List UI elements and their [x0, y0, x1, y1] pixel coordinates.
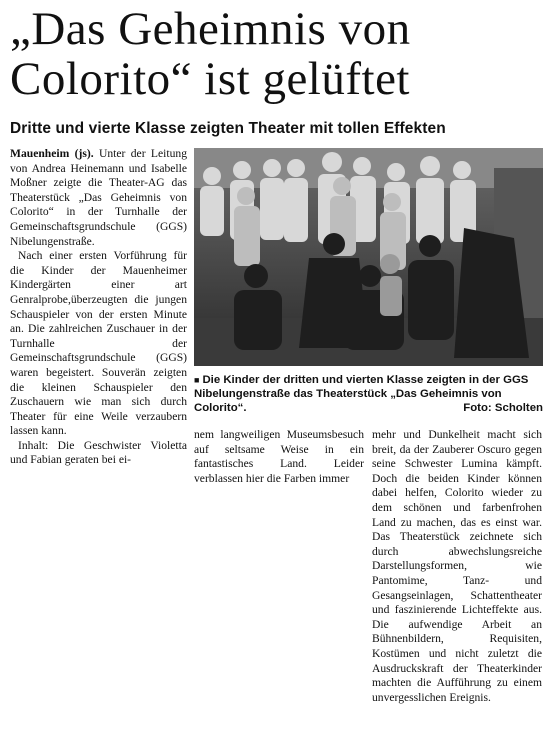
dateline: Mauenheim (js).	[10, 147, 94, 160]
photo-credit: Foto: Scholten	[463, 402, 543, 414]
paragraph-4: mehr und Dunkelheit macht sich breit, da der Zauberer Oscuro gegen seine Schwester Lumina kämpft. Doch die beiden Kinder können dabei helfen, Colorito wieder zu dem schönen und farbenfrohen Land zu machen, das es einst war. Das Theaterstück zeichnete sich durch abwechslungsreiche Darstellungsformen, wie Pantomime, Tanz- und Gesangseinlagen, Schattentheater und faszinierende Lichteffekte aus. Die aufwendige Arbeit an Bühnenbildern, Requisiten, Kostümen und nicht zuletzt die Ausdruckskraft der Theaterkinder machten die Aufführung zu einem unvergesslichen Ereignis.	[372, 428, 542, 704]
caption-bullet-icon: ■	[194, 375, 200, 385]
headline	[10, 4, 540, 104]
paragraph-3-start: Inhalt: Die Geschwister Violetta und Fabian geraten bei ei-	[10, 438, 187, 467]
children-group-photo	[194, 148, 543, 366]
headline-line-2: Colorito“ ist gelüftet	[10, 53, 410, 105]
column-left	[10, 147, 187, 468]
headline-line-1: „Das Geheimnis von	[10, 3, 411, 55]
paragraph-2: Nach einer ersten Vorführung für die Kinder der Mauenheimer Kindergärten einer art Genralprobe,überzeugten die jungen Schauspieler von der ersten Minute an. Die zahlreichen Zuschauer in der Turnhalle der Gemeinschaftsgrundschule (GGS) waren begeistert. Souverän zeigten die kleinen Schauspieler den Zuschauern wie man sich durch Theater für eine Weile verzaubern lassen kann.	[10, 249, 187, 438]
article-photo	[194, 148, 543, 366]
caption-text: Die Kinder der dritten und vierten Klasse zeigten in der GGS Nibelungenstraße das Theaterstück „Das Geheimnis von Colorito“.	[194, 374, 529, 414]
photo-caption	[194, 373, 543, 415]
column-middle	[194, 428, 364, 486]
column-right	[372, 428, 542, 705]
paragraph-1-text: Unter der Leitung von Andrea Heinemann und Isabelle Moßner zeigte die Theater-AG das Theaterstück „Das Geheimnis von Colorito“ in der Turnhalle der Gemeinschaftsgrundschule (GGS) Nibelungenstraße.	[10, 147, 187, 248]
subheadline: Dritte und vierte Klasse zeigten Theater mit tollen Effekten	[10, 120, 446, 137]
paragraph-1	[10, 147, 187, 249]
paragraph-3-continued: nem langweiligen Museumsbesuch auf seltsame Weise in ein fantastisches Land. Leider verblassen hier die Farben immer	[194, 428, 364, 485]
